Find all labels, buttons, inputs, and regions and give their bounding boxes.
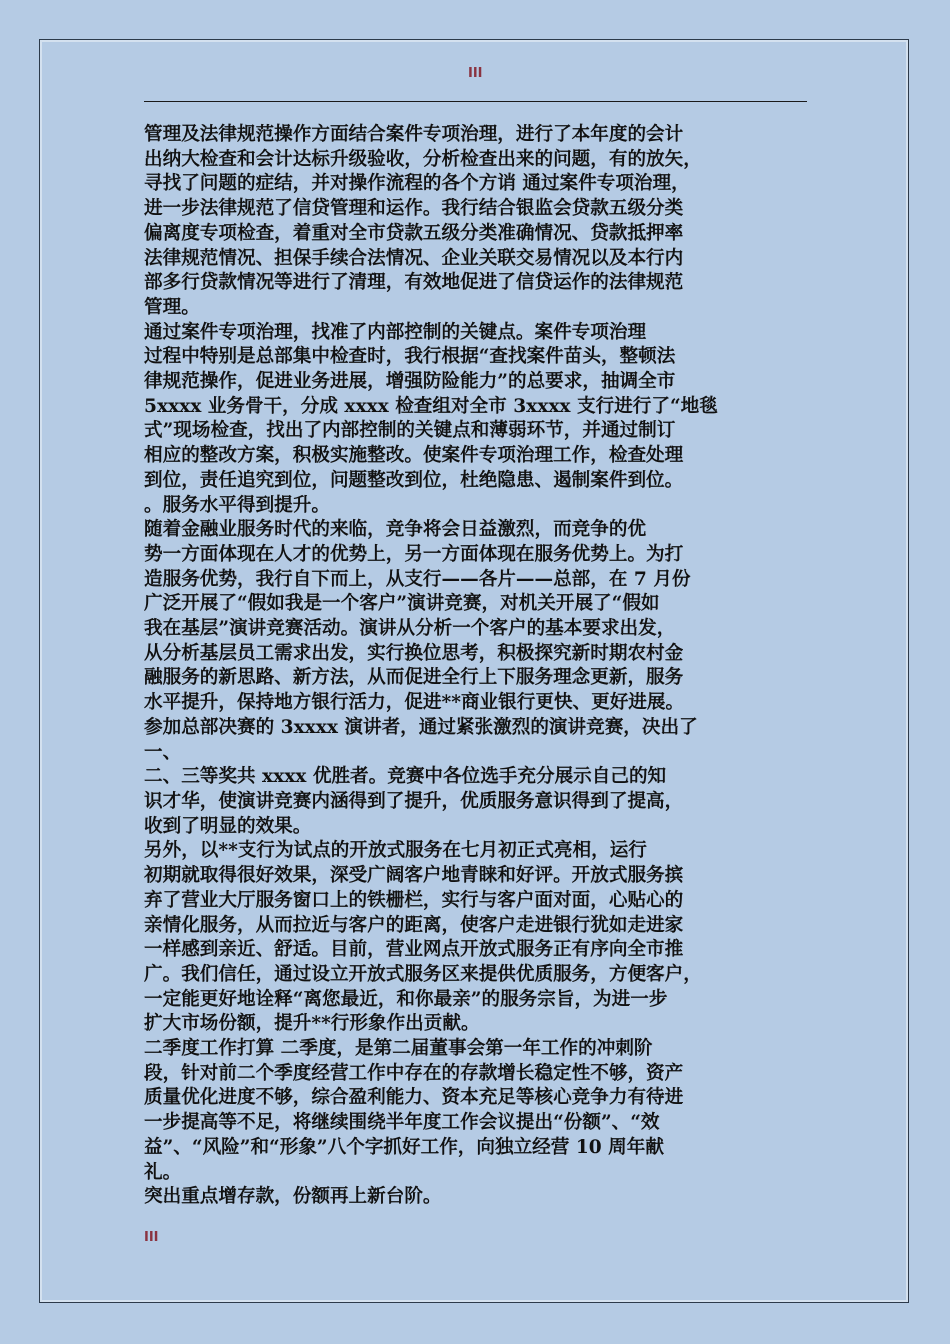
text-line: 到位，责任追究到位，问题整改到位，杜绝隐患、遏制案件到位。 (144, 469, 684, 491)
text-line: 我在基层”演讲竞赛活动。演讲从分析一个客户的基本要求出发， (144, 618, 676, 640)
text-line: 势一方面体现在人才的优势上，另一方面体现在服务优势上。为打 (144, 543, 684, 565)
text-line: 一样感到亲近、舒适。目前，营业网点开放式服务正有序向全市推 (144, 939, 684, 961)
text-line: 5xxxx 业务骨干，分成 xxxx 检查组对全市 3xxxx 支行进行了“地毯 (144, 395, 718, 417)
text-line: 一步提高等不足，将继续围绕半年度工作会议提出“份额”、“效 (144, 1112, 660, 1134)
text-line: 相应的整改方案，积极实施整改。使案件专项治理工作，检查处理 (144, 445, 684, 467)
text-line: 广。我们信任，通过设立开放式服务区来提供优质服务，方便客户， (144, 963, 702, 985)
text-line: 过程中特别是总部集中检查时，我行根据“查找案件苗头，整顿法 (144, 346, 676, 368)
text-line: 亲情化服务，从而拉近与客户的距离，使客户走进银行犹如走进家 (144, 914, 684, 936)
text-line: 造服务优势，我行自下而上，从支行——各片——总部，在 7 月份 (144, 568, 691, 590)
text-line: 水平提升，保持地方银行活力，促进**商业银行更快、更好进展。 (144, 692, 685, 714)
text-line: 益”、“风险”和“形象”八个字抓好工作，向独立经营 10 周年献 (144, 1136, 664, 1158)
document-body (144, 123, 819, 1210)
text-line: 式”现场检查，找出了内部控制的关键点和薄弱环节，并通过制订 (144, 420, 676, 442)
text-line: 收到了明显的效果。 (144, 815, 312, 837)
text-line: 一、 (144, 741, 182, 763)
text-line: 礼。 (144, 1161, 182, 1183)
text-line: 广泛开展了“假如我是一个客户”演讲竞赛，对机关开展了“假如 (144, 593, 660, 615)
text-line: 段，针对前二个季度经营工作中存在的存款增长稳定性不够，资产 (144, 1062, 684, 1084)
footer-mark: III (144, 1230, 159, 1245)
text-line: 法律规范情况、担保手续合法情况、企业关联交易情况以及本行内 (144, 247, 684, 269)
header-mark: III (468, 66, 483, 81)
text-line: 部多行贷款情况等进行了清理，有效地促进了信贷运作的法律规范 (144, 272, 684, 294)
text-line: 融服务的新思路、新方法，从而促进全行上下服务理念更新，服务 (144, 667, 684, 689)
text-line: 出纳大检查和会计达标升级验收，分析检查出来的问题，有的放矢， (144, 148, 702, 170)
text-line: 管理。 (144, 296, 200, 318)
text-line: 另外，以**支行为试点的开放式服务在七月初正式亮相，运行 (144, 840, 647, 862)
text-line: 质量优化进度不够，综合盈利能力、资本充足等核心竞争力有待进 (144, 1087, 684, 1109)
text-line: 偏离度专项检查，着重对全市贷款五级分类准确情况、贷款抵押率 (144, 222, 684, 244)
text-line: 通过案件专项治理，找准了内部控制的关键点。案件专项治理 (144, 321, 647, 343)
text-line: 随着金融业服务时代的来临，竞争将会日益激烈，而竞争的优 (144, 519, 647, 541)
text-line: 。服务水平得到提升。 (144, 494, 330, 516)
text-line: 突出重点增存款，份额再上新台阶。 (144, 1186, 442, 1208)
text-line: 一定能更好地诠释“离您最近，和你最亲”的服务宗旨，为进一步 (144, 988, 668, 1010)
text-line: 扩大市场份额，提升**行形象作出贡献。 (144, 1013, 480, 1035)
text-line: 律规范操作，促进业务进展，增强防险能力”的总要求，抽调全市 (144, 371, 676, 393)
text-line: 二季度工作打算 二季度，是第二届董事会第一年工作的冲刺阶 (144, 1038, 653, 1060)
text-line: 识才华，使演讲竞赛内涵得到了提升，优质服务意识得到了提高， (144, 790, 684, 812)
text-line: 从分析基层员工需求出发，实行换位思考，积极探究新时期农村金 (144, 642, 684, 664)
text-line: 寻找了问题的症结，并对操作流程的各个方诮 通过案件专项治理， (144, 173, 690, 195)
text-line: 参加总部决赛的 3xxxx 演讲者，通过紧张激烈的演讲竞赛，决出了 (144, 716, 698, 738)
text-line: 初期就取得很好效果，深受广阔客户地青睐和好评。开放式服务摈 (144, 865, 684, 887)
text-line: 二、三等奖共 xxxx 优胜者。竞赛中各位选手充分展示自己的知 (144, 766, 667, 788)
header-rule (144, 101, 807, 102)
text-line: 进一步法律规范了信贷管理和运作。我行结合银监会贷款五级分类 (144, 198, 684, 220)
text-line: 弃了营业大厅服务窗口上的铁栅栏，实行与客户面对面，心贴心的 (144, 889, 684, 911)
text-line: 管理及法律规范操作方面结合案件专项治理，进行了本年度的会计 (144, 124, 684, 145)
